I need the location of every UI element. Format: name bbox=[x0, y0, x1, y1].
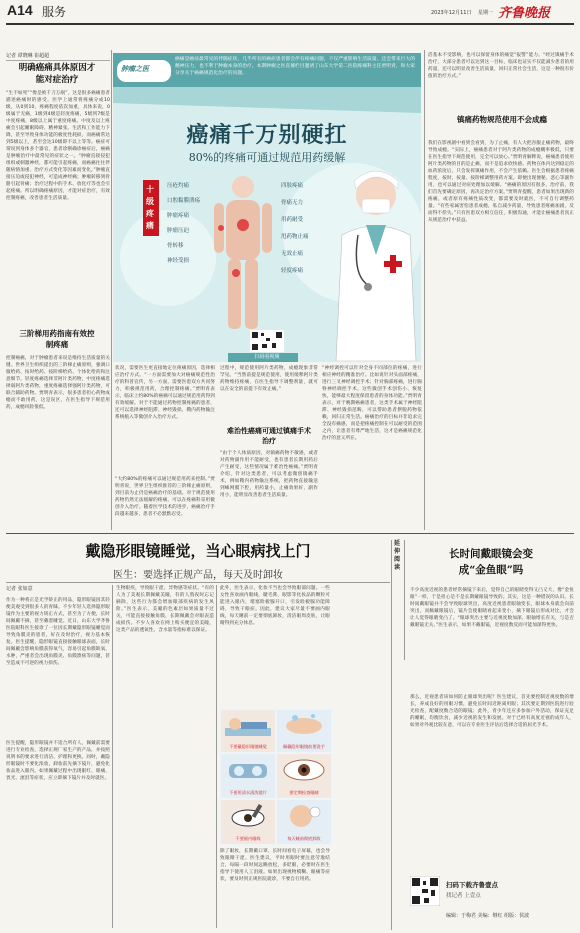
article2-headline: 戴隐形眼镜睡觉，当心眼病找上门 bbox=[85, 542, 311, 560]
left-label: 骨转移 bbox=[167, 243, 184, 249]
eyeliner-icon bbox=[221, 800, 275, 832]
right-label: 四肢疼痛 bbox=[281, 183, 304, 189]
mid-article-col1: 状况，需要医生更直接地定位疼痛原因，选择相应治疗方式。“一方面需要加大对癌痛规范性治疗的科普宣传，另一方面，需要医患双方共同努力，积极规范用药，合理控制疼痛。”贾明青表示，临床上约80%的癌痛可以通过规范用药得到有效缓解。对于不能通过药物控制疼痛的患者，还可以选择神经阻滞、神经毁损、鞘内药物输注系统植入等微创介入治疗方式。 bbox=[115, 366, 215, 420]
mid-article-col2: 过程中，规范使用阿片类药物，成瘾现象非常罕见。“当然前提是规范使用，使用缓释阿片类药物维持疼痛，在医生指导下调整剂量，就可以在安全的前提下有效止痛。” bbox=[220, 366, 318, 392]
column-divider bbox=[111, 50, 112, 530]
right-label: 用药耐受 bbox=[281, 217, 304, 223]
feature-graphic bbox=[113, 53, 421, 362]
article2-body3: 生物眼疾，导致眼干涩、异物感等症状。“有的人为了美观长期佩戴美瞳，有的人熬夜时忘记摘除，这些行为都会增加眼部疾病的发生风险。”医生表示，美瞳的色素层如果质量不过关，可能直接接触角膜，长期佩戴会对眼表造成损伤。不少人喜欢在网上购买便宜的美瞳，这类产品的透氧性、含水量等指标难以保证。 bbox=[116, 586, 214, 633]
column-divider bbox=[424, 50, 425, 530]
byline-1: 记者 谭晓琳 崔超超 bbox=[6, 53, 50, 59]
right-label-list bbox=[281, 181, 333, 283]
article3-body2: 那么，近视患者该如何防止眼球突出呢？医生建议，首先要控制近视度数的增长，养成良好的用眼习惯，避免长时间近距离用眼；其次要定期到医院进行验光检查，配戴度数合适的眼镜；此外，青少年还应多参加户外活动，保证充足的睡眠，均衡饮食，减少近视的发生和发展。对于已经有高度近视的成年人，如果对外观比较在意，可以在专业医生评估后选择合适的屈光手术。 bbox=[410, 695, 574, 728]
article3-headline: 长时间戴眼镜会变成“金鱼眼”吗 bbox=[449, 548, 533, 576]
column-divider bbox=[216, 585, 217, 928]
right-label: 骨痛无力 bbox=[281, 200, 304, 206]
eye-panel-caption: 每天睡前彻底卸妆 bbox=[287, 836, 321, 841]
extended-reading-tag bbox=[394, 540, 405, 660]
article2-body5-cont bbox=[336, 585, 386, 928]
article1-headline: 明确癌痛具体原因才能对症治疗 bbox=[18, 63, 96, 85]
page-number: A14 bbox=[7, 2, 33, 18]
editor-credit-line: 编辑：于梅君 美编：继红 组版：侯波 bbox=[446, 913, 530, 919]
eye-panel-caption: 不要戴隐形眼镜睡觉 bbox=[229, 744, 267, 749]
article2-body5: 除了眼妆，长期戴口罩、长时间看电子屏幕，也会导致眼睛干涩。医生建议，平时用眼时要注意劳逸结合，每隔一段时间远眺放松，多眨眼，必要时在医生指导下使用人工泪液。如果出现视物模糊、眼痛等症状，要及时到正规医院就诊，不要自行用药。 bbox=[220, 849, 330, 882]
lens-case-icon bbox=[221, 754, 275, 786]
eye-panel-caption: 不要画内眼线 bbox=[235, 836, 261, 841]
section-rule bbox=[6, 533, 574, 534]
column-divider bbox=[391, 540, 392, 930]
column-divider bbox=[112, 585, 113, 928]
feature-qr-code-icon[interactable] bbox=[250, 330, 284, 352]
extended-reading-label: 延伸阅读 bbox=[394, 540, 401, 571]
section-name: 服务 bbox=[42, 5, 67, 19]
mid-article-col1b: “大约80%的疼痛可以通过规范用药来控制。”贾明青说，世界卫生组织推荐的三阶梯止痛原则，到目前为止仍是癌痛治疗的基础。对于规范使用药物仍然无法缓解的疼痛，可以在疼痛科采用微创介入治疗。随着医学技术的进步，癌痛治疗手段越来越多，患者不必默默忍受。 bbox=[115, 477, 215, 517]
app-qr-code-icon[interactable] bbox=[410, 876, 440, 906]
makeup-removal-icon bbox=[277, 800, 331, 832]
feature-subtitle: 80%的疼痛可通过规范用药缓解 bbox=[188, 151, 346, 164]
left-label: 口腔黏膜溃疡 bbox=[167, 198, 201, 204]
eye-exam-icon bbox=[277, 754, 331, 786]
eye-panel-caption: 佩戴隐形眼镜前要洗手 bbox=[283, 744, 325, 749]
eye-panel-caption: 不要用清水清洗镜片 bbox=[229, 790, 267, 795]
article1-body: “生不如死”“像是被千刀万剐”，这是很多癌痛患者描述癌痛时的感受。医学上通常将疼痛分成10级，从0到10，疼痛程度依次加重，具体来说，0级属于无痛，1级到4级是轻度疼痛，5级到7级是中度疼痛，8级以上属于重度疼痛。中度及以上疼痛会引起睡眠障碍、精神紧张、生活和工作能力下降，甚至导致身体功能的极度性耗损，而癌痛常达到5级以上，甚至会达10级即不以上等等。癌症可谓说到身体多个器官，患者诊断确诊癌症后，癌痛是肿瘤治疗中最常见的症状之一。“肿瘤直接侵犯组织或刺激神经，都可能引起疼痛，而癌痛往往伴随病情加重、治疗方式变化等因素而变化。”肿瘤直接压迫或侵犯神经，可造成神经痛；肿瘤转移到骨骼引起骨痛；治疗过程中的手术、放化疗等也会引起疼痛。所以明确疼痛原因，才能对症治疗，有效控制疼痛，改善患者生活质量。 bbox=[6, 91, 110, 201]
article2-subhead: 医生：要选择正规产品，每天及时卸妆 bbox=[113, 570, 283, 581]
right-label: 甩药物止痛 bbox=[281, 234, 309, 240]
issue-weekday: 星期一 bbox=[478, 10, 494, 16]
eye-panel bbox=[221, 754, 275, 798]
eye-panel bbox=[221, 800, 275, 844]
article2-body2: 医生提醒，隐形眼镜并不适合所有人，佩戴前需要进行专业检查，选择正规厂家生产的产品，并按照说明书的要求进行清洁、护理和更换。同时，戴隐形眼镜时不要化浓妆，卸妆前先摘下镜片，避免化妆品进入眼内。如果佩戴过程中出现眼红、眼痛、畏光、流泪等症状，应立即摘下镜片并及时就医。 bbox=[6, 741, 110, 781]
eye-panel bbox=[221, 710, 275, 752]
page-header bbox=[0, 0, 580, 24]
far-right-body2: 我们在影视剧中看到会看到，为了止痛，有人大把吞服止痛药物，最终导致成瘾。“实际上，癌痛患者对于阿片类药物的成瘾概率极低，只要在医生指导下规范使用，完全可以放心。”贾明青解释说，癌痛患者使用阿片类药物的目的是止痛，而不是追求欣快感。药物在体内达到稳定的血药浓度后，只会发挥镇痛作用，不会产生依赖。医生会根据患者疼痛程度，按时、按量、按阶梯调整用药方案。即便出现便秘、恶心等副作用，也可以通过对症处理加以缓解。“癌痛的原因有很多，治疗前，我们首先要确定原因，再决定治疗方案。”贾明青提醒，患者如果出现新的疼痛，或者原有疼痛性质改变，都需要及时就医，不可自行调整药量。“有些家属害怕患者成瘾，私自减少药量，导致患者疼痛加剧，反而得不偿失。”只有医患双方相互信任，积极沟通，才能让癌痛患者真正从规范治疗中获益。 bbox=[428, 141, 574, 223]
article2-body4: 此外，医生表示，化妆不当也会导致眼部问题。一些女性喜欢画内眼线，睫毛膏、眼影等化妆品的颗粒可能进入眼内，堵塞睑板腺开口，引发睑板腺功能障碍，导致干眼症。因此，建议大家尽量不要画内眼线，每天睡前一定要彻底卸妆，清洁眼周皮肤，让眼睛得到充分休息。 bbox=[220, 586, 330, 626]
issue-date: 2023年12月11日 bbox=[431, 10, 472, 16]
doctor-illustration-icon bbox=[328, 165, 420, 361]
article1-byline-rule bbox=[6, 60, 110, 61]
left-label: 压疮灼痛 bbox=[167, 183, 190, 189]
mid-article-col2b: “由于个人体质原因，对镇痛药物不敏感，或者对药物副作用不能耐受，也有患者长期用药后产生耐受，这些情况属于难治性癌痛。”贾明青介绍，针对这类患者，可以考虑微创镇痛手术，例如鞘内药物输注系统，把药物直接输送到蛛网膜下腔，用药量小，止痛效果好，副作用小，能明显改善患者生活质量。 bbox=[220, 451, 318, 498]
feature-title: 癌痛千万别硬扛 bbox=[186, 122, 348, 148]
article1-body2: 控制癌痛，对于肿瘤患者来说是维持生活质量的关键。世界卫生组织提出的三阶梯止痛原则，强调口服给药、按时给药、按阶梯给药、个体化给药和注意细节。轻度疼痛选择非阿片类药物，中度疼痛选择弱阿片类药物，重度疼痛选择强阿片类药物，可联合辅助药物。贾明青表示，很多患者担心药物成瘾而不敢用药，这是误区，在医生指导下规范用药，成瘾风险很低。 bbox=[6, 356, 110, 410]
eye-panel bbox=[277, 800, 331, 844]
byline-2: 记者 张如意 bbox=[6, 586, 33, 592]
sleeping-person-icon bbox=[221, 710, 275, 740]
feature-intro: 癌痛是癌症最常见的伴随症状，几乎所有的癌症患者都会伴有疼痛问题，不仅严重影响生活质量，还会带来巨大的精神压力，也不利于肿瘤本身的治疗。本期肿瘤之医直播栏目邀请了山东大学第二医院疼痛科主任贾明青，和大家分享关于癌痛规范化治疗的问题。 bbox=[175, 57, 415, 76]
header-rule bbox=[6, 23, 574, 25]
body-figure-icon bbox=[208, 173, 278, 333]
washing-hands-icon bbox=[277, 710, 331, 740]
far-right-subhead: 镇痛药物规范使用不会成瘾 bbox=[457, 115, 547, 124]
article2-body: 作为一种将正是光学矫正的用品，隐形眼镜因其轻便美观受到很多人的青睐。不少年轻人选择隐形眼镜作为主要的视力矫正方式，甚至为了方便，长时间佩戴不摘，甚至戴着睡觉。近日，山东大学齐鲁医院眼科医生接诊了一位因长期戴隐形眼镜睡觉而导致角膜炎的患者，好在及时治疗，视力基本恢复。医生提醒，隐形眼镜直接接触眼球表面，长时间佩戴会影响角膜获得氧气，容易引起角膜缺氧、水肿，严重者会出现角膜炎、角膜溃疡等问题，甚至造成不可逆的视力损伤。 bbox=[6, 598, 110, 666]
mid-article-col3: “神经调控可以针对全身不同部位的疼痛，进行相应神经的精准治疗。比如说针对头面部疼痛，进行三叉神经调控手术；针对胸部疼痛，进行胸脊神经调控手术。这些微创手术创伤小、恢复快，能够最大程度保留患者的身体功能。”贾明青表示，对于晚期癌痛患者，这类手术属于神经阻滞、神经毁损范畴，可以帮助患者摆脱药物依赖，回归正常生活。癌痛治疗的目标并非追求完全没有痛感，而是把疼痛控制在可以耐受的范围之内，让患者有尊严地生活，这才是癌痛规范化治疗的意义所在。 bbox=[322, 366, 422, 441]
left-label: 肿瘤疼痛 bbox=[167, 213, 190, 219]
feature-qr-caption: 扫码看视频 bbox=[254, 354, 280, 360]
paper-logo: 齐鲁晚报 bbox=[498, 6, 551, 21]
right-label: 轻度疼痛 bbox=[281, 268, 304, 274]
left-label: 肿瘤压迫 bbox=[167, 228, 190, 234]
right-label: 无效止痛 bbox=[281, 251, 304, 257]
mid-article-subhead: 难治性癌痛可通过镇痛手术治疗 bbox=[227, 426, 311, 445]
article1-subhead: 三阶梯用药指南有效控制疼痛 bbox=[19, 329, 95, 349]
left-label: 神经受损 bbox=[167, 258, 190, 264]
feature-tag-text: 十级疼痛 bbox=[146, 185, 154, 230]
eye-panel bbox=[277, 710, 331, 752]
eye-care-illustration bbox=[219, 708, 333, 846]
app-qr-title: 扫码下载齐鲁壹点 bbox=[446, 881, 498, 889]
eye-panel bbox=[277, 754, 331, 798]
article2-rule bbox=[6, 582, 390, 583]
feature-badge-text: 肿瘤之医 bbox=[121, 64, 149, 73]
app-qr-subtitle: 找记者 上壹点 bbox=[446, 893, 481, 899]
eye-panel-caption: 要定期检查眼睛 bbox=[289, 790, 319, 795]
far-right-body: 活基本不受影响，也可以保留身体的痛觉“报警”能力。“经过镇痛手术治疗，大部分患者可以达到这一目标，临床也证实不仅能减少患者的用药量，还可以明显改善生活质量，回归正常社会生活，这是一种很有价值的治疗方式。” bbox=[428, 53, 574, 79]
left-label-list bbox=[167, 181, 213, 271]
article3-body: 不少高度近视的患者经常摘镜下来后，觉得自己的眼睛变得又凸又大，像“金鱼眼”一样，于是担心是不是长期戴眼镜导致的。其实，这是一种错误的认识。长时间戴眼镜并不会导致眼球突出，高度近视患者眼轴变长，眼球本身就会向前突出，而佩戴眼镜后，镜片会使眼睛看起来变小，摘下眼镜后形成对比，才会让人觉得眼睛变凸了。“眼球突出主要与近视度数加深、眼轴增长有关，与是否戴眼镜无关。”医生表示，如果不戴眼镜，近视度数反而可能加深得更快。 bbox=[410, 588, 574, 628]
